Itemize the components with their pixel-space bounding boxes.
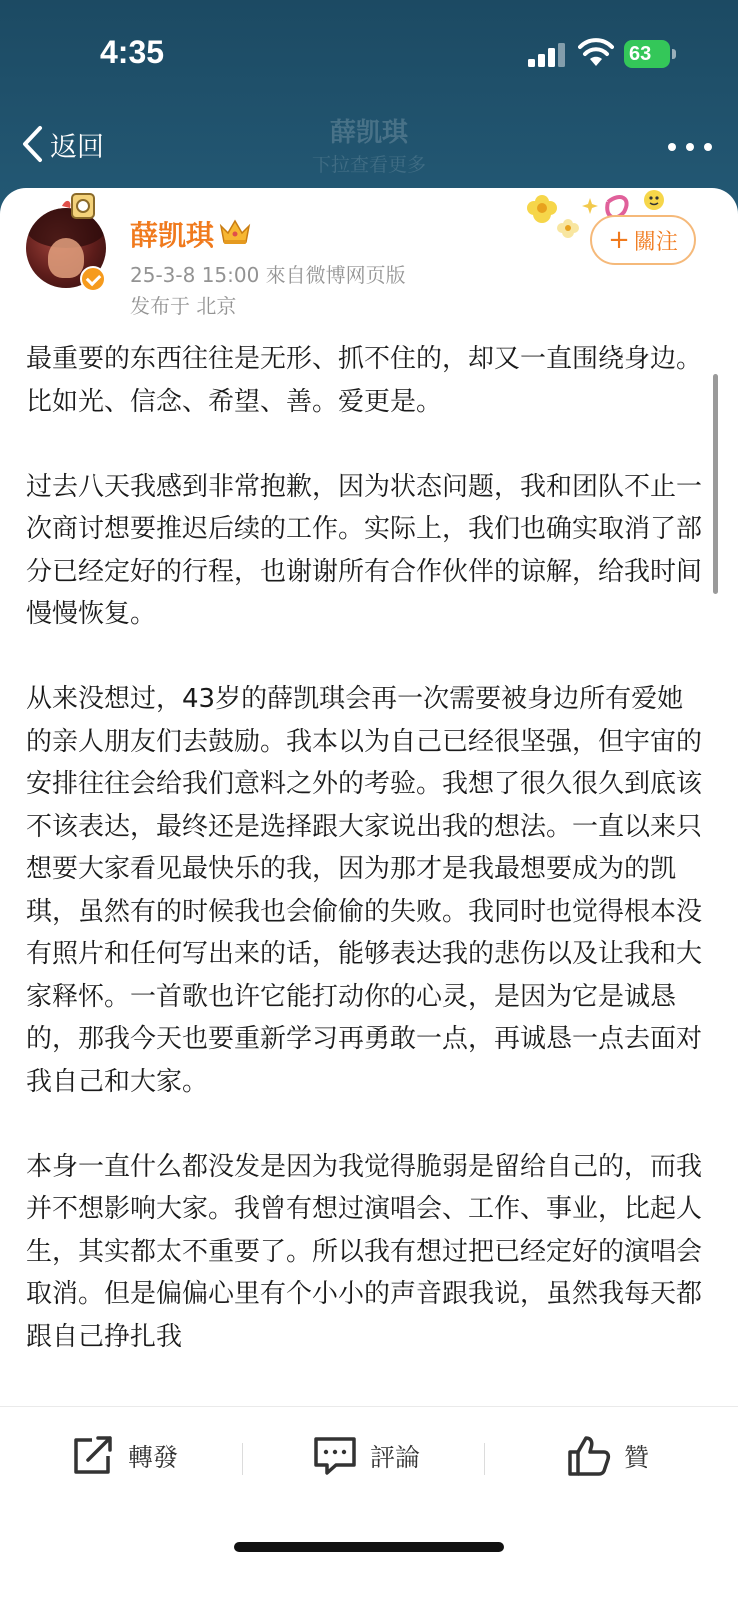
sticker-icon: [58, 184, 108, 234]
post-paragraph: 本身一直什么都没发是因为我觉得脆弱是留给自己的，而我并不想影响大家。我曾有想过演唱会、工作、事业，比起人生，其实都太不重要了。所以我有想过把已经定好的演唱会取消。但是偏偏心里有个小小的声音跟我说，虽然我每天都跟自己挣扎我: [26, 1151, 703, 1352]
follow-button[interactable]: [590, 215, 696, 265]
post-paragraph: 最重要的东西往往是无形、抓不住的，却又一直围绕身边。比如光、信念、希望、善。爱更是。: [26, 344, 703, 417]
post-location: 发布于 北京: [130, 294, 237, 318]
thumbs-up-icon: [566, 1434, 612, 1478]
comment-label: 評論: [370, 1443, 421, 1472]
action-bar: [0, 1406, 738, 1507]
battery-icon: [624, 40, 678, 68]
author-name[interactable]: 薛凯琪: [130, 219, 215, 252]
like-button[interactable]: [566, 1431, 649, 1481]
post-meta: 25-3-8 15:00 來自微博网页版: [130, 263, 406, 287]
like-label: 贊: [624, 1443, 650, 1472]
divider: [242, 1443, 243, 1475]
repost-button[interactable]: [70, 1431, 178, 1481]
post-body: [26, 338, 706, 1401]
battery-level: 63: [624, 40, 670, 68]
plus-icon: +: [608, 225, 630, 255]
scrollbar[interactable]: [713, 374, 718, 594]
nav-bar: [0, 110, 738, 180]
comment-icon: [312, 1434, 358, 1478]
comment-button[interactable]: [312, 1431, 420, 1481]
crown-icon: [218, 216, 252, 246]
divider: [484, 1443, 485, 1475]
more-icon[interactable]: [668, 140, 712, 154]
verified-badge-icon: [80, 266, 106, 292]
post-card: [0, 188, 738, 1600]
status-bar: [0, 0, 738, 100]
nav-subtitle: 下拉查看更多: [311, 154, 426, 176]
share-icon: [70, 1434, 116, 1478]
home-indicator[interactable]: [234, 1542, 504, 1552]
battery-cap: [672, 49, 676, 59]
signal-icon: [528, 43, 568, 67]
follow-label: 關注: [633, 229, 678, 255]
post-paragraph: 过去八天我感到非常抱歉，因为状态问题，我和团队不止一次商讨想要推迟后续的工作。实际上，我们也确实取消了部分已经定好的行程，也谢谢所有合作伙伴的谅解，给我时间慢慢恢复。: [26, 471, 703, 629]
wifi-icon: [578, 38, 614, 68]
back-label: 返回: [50, 131, 104, 163]
nav-title: 薛凯琪: [329, 118, 408, 148]
status-time: 4:35: [100, 34, 165, 70]
post-paragraph: 从来没想过，43岁的薛凯琪会再一次需要被身边所有爱她的亲人朋友们去鼓励。我本以为自己已经很坚强，但宇宙的安排往往会给我们意料之外的考验。我想了很久很久到底该不该表达，最终还是选择跟大家说出我的想法。一直以来只想要大家看见最快乐的我，因为那才是我最想要成为的凯琪，虽然有的时候我也会偷偷的失败。我同时也觉得根本没有照片和任何写出来的话，能够表达我的悲伤以及让我和大家释怀。一首歌也许它能打动你的心灵，是因为它是诚恳的，那我今天也要重新学习再勇敢一点，再诚恳一点去面对我自己和大家。: [26, 684, 703, 1097]
repost-label: 轉發: [128, 1443, 179, 1472]
